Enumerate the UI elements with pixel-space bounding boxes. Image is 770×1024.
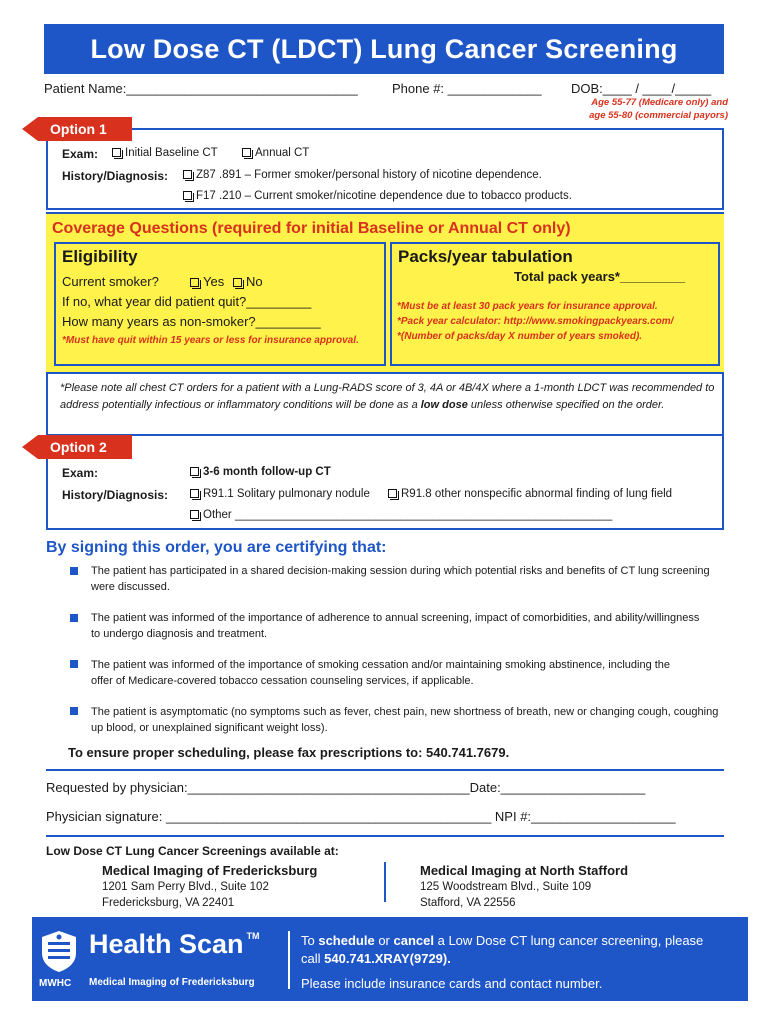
phone-field[interactable]: Phone #: _____________ [392,81,542,96]
certify-item-2: The patient was informed of the importance of adherence to annual screening, impact of comorbidities, and ability/willingness to undergo diagnosis and treatment. [91,612,700,640]
total-pack-years-field[interactable]: Total pack years*_________ [514,269,686,284]
option1-dx-z87[interactable] [183,169,542,181]
option1-history-label: History/Diagnosis: [62,169,169,183]
current-smoker-question: Current smoker? [62,274,159,289]
option2-tab-arrow [22,435,38,459]
footer-divider [288,931,290,989]
current-smoker-yes-label: Yes [203,274,225,289]
site2-address2: Stafford, VA 22556 [420,897,516,909]
option2-history-label: History/Diagnosis: [62,488,169,502]
packs-notes [397,299,717,344]
option2-followup-label: 3-6 month follow-up CT [203,466,331,478]
bullet-icon [70,567,78,575]
option1-dx-f17-label: F17 .210 – Current smoker/nicotine dependence due to tobacco products. [196,190,572,202]
option2-dx-r918[interactable] [388,488,672,500]
locations-heading: Low Dose CT Lung Cancer Screenings available at: [46,844,339,858]
checkbox-icon[interactable] [183,191,192,200]
lungrads-note-bold: low dose [420,399,468,411]
option1-exam-annual[interactable] [242,147,309,159]
option1-tab: Option 1 [38,117,132,141]
current-smoker-no[interactable] [233,274,263,289]
eligibility-heading: Eligibility [62,247,138,266]
lungrads-note [60,380,720,414]
option1-exam-annual-label: Annual CT [255,147,310,159]
footer-phone[interactable]: 540.741.XRAY(9729). [324,951,451,966]
option2-dx-r911[interactable] [190,488,370,500]
quit-year-field[interactable]: If no, what year did patient quit?_________ [62,294,312,309]
footer-line2-a: call [301,951,325,966]
footer-contact [301,932,741,993]
bullet-icon [70,660,78,668]
fax-note: To ensure proper scheduling, please fax prescriptions to: 540.741.7679. [68,745,510,760]
dob-field[interactable]: DOB:____ / ____/_____ [571,81,712,96]
site2-name: Medical Imaging at North Stafford [420,863,629,878]
footer-line1 [301,932,741,950]
requested-by-field[interactable]: Requested by physician:_______________________________________Date:____________________ [46,780,646,795]
divider [46,835,724,837]
option1-exam-baseline[interactable] [112,147,218,159]
site1-name: Medical Imaging of Fredericksburg [102,863,318,878]
divider [46,769,724,771]
certify-item-3: The patient was informed of the importance of smoking cessation and/or maintaining smoking abstinence, including the offer of Medicare-covered tobacco cessation counseling services, if applicable. [91,659,671,687]
certify-item-4: The patient is asymptomatic (no symptoms such as fever, chest pain, new shortness of breath, new or changing cough, coughing up blood, or unexplained significant weight loss). [91,706,719,734]
certify-heading: By signing this order, you are certifying that: [46,539,387,556]
option2-other[interactable] [190,509,612,521]
footer-schedule: schedule [318,933,375,948]
bullet-icon [70,707,78,715]
site-divider [384,862,386,902]
option2-followup[interactable] [190,466,331,478]
checkbox-icon[interactable] [190,467,199,476]
org-subtitle: Medical Imaging of Fredericksburg [89,977,255,988]
option2-other-label: Other ___________________________________________________________ [203,509,613,521]
checkbox-icon[interactable] [183,170,192,179]
checkbox-icon[interactable] [190,278,199,287]
age-note-line1: Age 55-77 (Medicare only) and [591,97,728,108]
age-note [568,96,728,122]
site1-address2: Fredericksburg, VA 22401 [102,897,235,909]
certify-item-1: The patient has participated in a shared decision-making session during which potential risks and benefits of CT lung screening were discussed. [91,565,710,593]
footer-line1-a: To [301,933,319,948]
checkbox-icon[interactable] [242,148,251,157]
option1-dx-z87-label: Z87 .891 – Former smoker/personal history of nicotine dependence. [196,169,542,181]
checkbox-icon[interactable] [190,510,199,519]
current-smoker-yes[interactable] [190,274,224,289]
packs-note-3: *(Number of packs/day X number of years smoked). [397,331,643,342]
brand-text: Health Scan [89,929,244,959]
option1-exam-baseline-label: Initial Baseline CT [125,147,218,159]
option1-exam-label: Exam: [62,147,99,161]
option1-dx-f17[interactable] [183,190,572,202]
packs-note-2: *Pack year calculator: http://www.smokingpackyears.com/ [397,316,674,327]
footer-line2 [301,950,741,968]
option2-exam-label: Exam: [62,466,99,480]
option2-dx-r918-label: R91.8 other nonspecific abnormal finding of lung field [401,488,673,500]
quit-requirement-note: *Must have quit within 15 years or less for insurance approval. [62,335,359,346]
footer-line3: Please include insurance cards and contact number. [301,976,603,991]
checkbox-icon[interactable] [233,278,242,287]
option1-tab-arrow [22,117,38,141]
age-note-line2: age 55-80 (commercial payors) [589,110,728,121]
lungrads-note-text: *Please note all chest CT orders for a patient with a Lung-RADS score of 3, 4A or 4B/4X where a 1-month LDCT was recommended to address potentially infectious or inflammatory conditions will be done as a [60,382,715,411]
footer-cancel: cancel [393,933,434,948]
option2-dx-r911-label: R91.1 Solitary pulmonary nodule [203,488,370,500]
footer-line1-b: a Low Dose CT lung cancer screening, please [433,933,704,948]
page-title: Low Dose CT (LDCT) Lung Cancer Screening [44,24,724,74]
option2-tab: Option 2 [38,435,132,459]
org-name: MWHC [39,978,72,989]
footer-line1-or: or [374,933,394,948]
checkbox-icon[interactable] [112,148,121,157]
checkbox-icon[interactable] [190,489,199,498]
brand-name [89,929,260,960]
physician-signature-field[interactable]: Physician signature: _____________________________________________ NPI #:____________________ [46,809,676,824]
years-non-smoker-field[interactable]: How many years as non-smoker?_________ [62,314,321,329]
checkbox-icon[interactable] [388,489,397,498]
trademark: TM [246,931,260,941]
patient-name-field[interactable]: Patient Name:________________________________ [44,81,358,96]
packs-heading: Packs/year tabulation [398,247,573,266]
footer-bar [32,917,748,1001]
site2-address1: 125 Woodstream Blvd., Suite 109 [420,881,592,893]
shield-logo-icon [36,929,82,973]
lungrads-note-end: unless otherwise specified on the order. [467,399,665,411]
site1-address1: 1201 Sam Perry Blvd., Suite 102 [102,881,269,893]
coverage-title: Coverage Questions (required for initial Baseline or Annual CT only) [52,220,571,237]
packs-note-1: *Must be at least 30 pack years for insurance approval. [397,301,658,312]
current-smoker-no-label: No [246,274,263,289]
bullet-icon [70,614,78,622]
